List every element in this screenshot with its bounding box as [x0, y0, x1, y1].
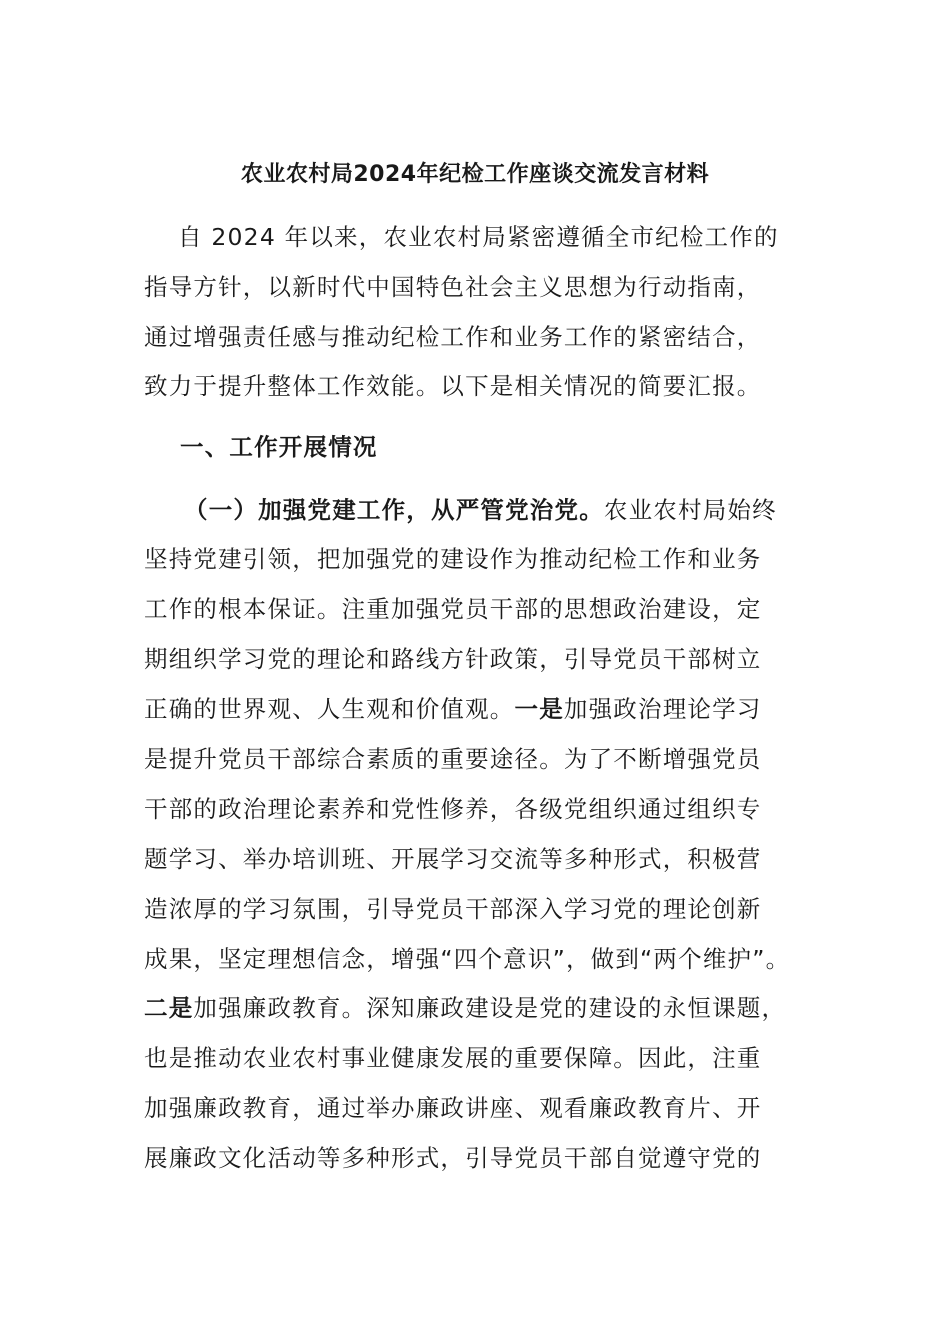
paragraph-line [144, 684, 762, 734]
paragraph-line: 成果，坚定理想信念，增强“四个意识”，做到“两个维护”。 [144, 945, 791, 973]
document-title: 农业农村局2024年纪检工作座谈交流发言材料 [240, 162, 710, 187]
paragraph-line: 也是推动农业农村事业健康发展的重要保障。因此，注重 [144, 1044, 762, 1072]
paragraph-text: 加强政治理论学习 [563, 695, 762, 723]
paragraph-text: 农业农村局始终 [603, 496, 777, 524]
section-heading: 一、工作开展情况 [180, 433, 378, 461]
paragraph-line: 加强廉政教育，通过举办廉政讲座、观看廉政教育片、开 [144, 1094, 762, 1122]
paragraph-line: 致力于提升整体工作效能。以下是相关情况的简要汇报。 [144, 372, 762, 400]
paragraph-line: 造浓厚的学习氛围，引导党员干部深入学习党的理论创新 [144, 895, 762, 923]
emphasis-bold: 一是 [514, 695, 564, 723]
paragraph-line: 题学习、举办培训班、开展学习交流等多种形式，积极营 [144, 845, 762, 873]
paragraph-text: 加强廉政教育。深知廉政建设是党的建设的永恒课题， [193, 994, 787, 1022]
paragraph-line: 展廉政文化活动等多种形式，引导党员干部自觉遵守党的 [144, 1144, 762, 1172]
paragraph-line: 通过增强责任感与推动纪检工作和业务工作的紧密结合， [144, 323, 762, 351]
paragraph-line: 坚持党建引领，把加强党的建设作为推动纪检工作和业务 [144, 545, 762, 573]
paragraph-line [184, 485, 777, 535]
paragraph-line [144, 983, 786, 1033]
paragraph-line: 是提升党员干部综合素质的重要途径。为了不断增强党员 [144, 745, 762, 773]
paragraph-line: 工作的根本保证。注重加强党员干部的思想政治建设，定 [144, 595, 762, 623]
paragraph-text: 正确的世界观、人生观和价值观。 [144, 695, 515, 723]
paragraph-line: 干部的政治理论素养和党性修养，各级党组织通过组织专 [144, 795, 762, 823]
paragraph-line: 期组织学习党的理论和路线方针政策，引导党员干部树立 [144, 645, 762, 673]
paragraph-line: 自 2024 年以来，农业农村局紧密遵循全市纪检工作的 [178, 223, 779, 251]
subheading-bold: （一）加强党建工作，从严管党治党。 [184, 496, 604, 524]
emphasis-bold: 二是 [144, 994, 194, 1022]
paragraph-line: 指导方针，以新时代中国特色社会主义思想为行动指南， [144, 273, 762, 301]
